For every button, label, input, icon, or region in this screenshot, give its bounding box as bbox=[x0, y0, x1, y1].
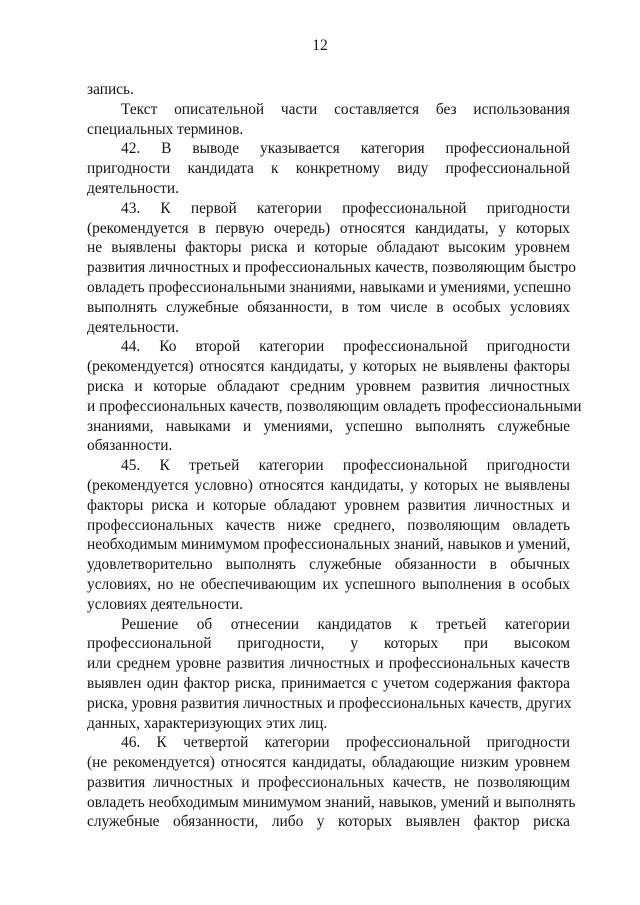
text-line: Решение об отнесении кандидатов к третьей категории bbox=[121, 615, 570, 633]
text-line: риска, уровня развития личностных и профессиональных качеств, других bbox=[87, 694, 572, 712]
text-line: необходимым минимумом профессиональных знаний, навыков и умений, bbox=[87, 536, 571, 554]
text-line: (рекомендуется) относятся кандидаты, у которых не выявлены факторы bbox=[87, 358, 570, 376]
body-text bbox=[87, 80, 582, 832]
text-line: Текст описательной части составляется без использования bbox=[121, 100, 570, 118]
text-line: пригодности кандидата к конкретному виду профессиональной bbox=[87, 160, 570, 178]
text-line: 42. В выводе указывается категория профессиональной bbox=[121, 140, 570, 158]
text-line: деятельности. bbox=[87, 318, 179, 336]
text-line: служебные обязанности, либо у которых выявлен фактор риска bbox=[87, 813, 570, 831]
text-line: (не рекомендуется) относятся кандидаты, обладающие низким уровнем bbox=[87, 754, 570, 772]
text-line: деятельности. bbox=[87, 179, 179, 197]
text-line: запись. bbox=[87, 81, 134, 98]
text-line: развития личностных и профессиональных качеств, позволяющим быстро bbox=[87, 259, 576, 277]
text-line: удовлетворительно выполнять служебные обязанности в обычных bbox=[87, 556, 570, 574]
text-line: специальных терминов. bbox=[87, 120, 244, 138]
page-number: 12 bbox=[312, 37, 328, 54]
text-line: риска и которые обладают средним уровнем развития личностных bbox=[87, 377, 570, 395]
text-line: условиях деятельности. bbox=[87, 595, 243, 613]
text-line: факторы риска и которые обладают уровнем развития личностных и bbox=[87, 496, 570, 514]
text-line: выполнять служебные обязанности, в том числе в особых условиях bbox=[87, 298, 570, 316]
text-line: овладеть профессиональными знаниями, навыками и умениями, успешно bbox=[87, 278, 571, 296]
text-line: 44. Ко второй категории профессиональной пригодности bbox=[121, 338, 570, 356]
text-line: не выявлены факторы риска и которые обладают высоким уровнем bbox=[87, 239, 570, 257]
text-line: данных, характеризующих этих лиц. bbox=[87, 714, 328, 732]
text-line: и профессиональных качеств, позволяющим овладеть профессиональными bbox=[87, 397, 582, 415]
text-line: профессиональных качеств ниже среднего, позволяющим овладеть bbox=[87, 516, 570, 534]
text-line: условиях, но не обеспечивающим их успешного выполнения в особых bbox=[87, 575, 570, 593]
text-line: профессиональной пригодности, у которых при высоком bbox=[87, 635, 570, 653]
text-line: 45. К третьей категории профессиональной пригодности bbox=[121, 457, 570, 475]
text-line: (рекомендуется условно) относятся кандидаты, у которых не выявлены bbox=[87, 476, 570, 494]
text-line: 43. К первой категории профессиональной пригодности bbox=[121, 199, 570, 217]
text-line: 46. К четвертой категории профессиональной пригодности bbox=[121, 734, 570, 752]
text-line: выявлен один фактор риска, принимается с учетом содержания фактора bbox=[87, 674, 570, 692]
text-line: (рекомендуется в первую очередь) относятся кандидаты, у которых bbox=[87, 219, 570, 237]
text-line: знаниями, навыками и умениями, успешно выполнять служебные bbox=[87, 417, 570, 435]
text-line: обязанности. bbox=[87, 437, 173, 455]
text-line: овладеть необходимым минимумом знаний, навыков, умений и выполнять bbox=[87, 793, 576, 811]
text-line: развития личностных и профессиональных качеств, не позволяющим bbox=[87, 773, 570, 791]
text-line: или среднем уровне развития личностных и профессиональных качеств bbox=[87, 655, 570, 673]
